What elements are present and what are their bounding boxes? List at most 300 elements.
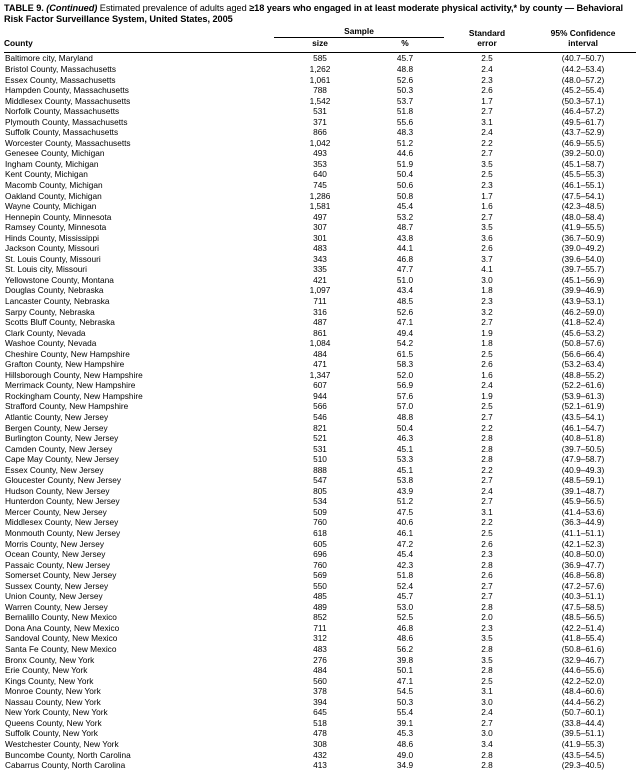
cell-county: Sandoval County, New Mexico: [5, 633, 118, 644]
cell-percent: 45.3: [396, 728, 414, 739]
cell-standard-error: 1.9: [481, 327, 493, 338]
cell-standard-error: 2.6: [481, 570, 493, 581]
cell-county: St. Louis County, Missouri: [5, 253, 101, 264]
cell-standard-error: 2.7: [481, 412, 493, 422]
cell-confidence-interval: (36.7–50.9): [561, 232, 605, 243]
cell-county: Cape May County, New Jersey: [5, 454, 119, 465]
cell-confidence-interval: (48.0–58.4): [561, 211, 605, 222]
table-row: [4, 718, 636, 729]
cell-sample-size: 378: [313, 686, 327, 697]
cell-confidence-interval: (47.2–57.6): [561, 580, 605, 591]
cell-standard-error: 2.7: [481, 580, 493, 591]
cell-percent: 51.9: [396, 158, 414, 169]
cell-sample-size: 343: [313, 253, 327, 264]
cell-standard-error: 2.2: [481, 464, 493, 475]
cell-county: Kings County, New York: [5, 675, 94, 686]
cell-confidence-interval: (45.1–58.7): [561, 158, 605, 169]
cell-confidence-interval: (36.3–44.9): [561, 517, 605, 528]
cell-sample-size: 531: [313, 106, 327, 117]
cell-standard-error: 2.7: [481, 211, 493, 222]
table-row: [4, 169, 636, 180]
cell-standard-error: 2.5: [481, 53, 493, 64]
cell-percent: 53.7: [396, 95, 414, 106]
cell-confidence-interval: (44.4–56.2): [561, 696, 605, 707]
cell-standard-error: 3.7: [481, 253, 493, 264]
cell-confidence-interval: (39.6–54.0): [561, 253, 605, 264]
cell-standard-error: 3.0: [481, 274, 493, 285]
table-row: [4, 676, 636, 687]
cell-standard-error: 2.5: [481, 169, 493, 180]
cell-county: Morris County, New Jersey: [5, 538, 104, 549]
table-title: [4, 3, 636, 25]
cell-standard-error: 4.1: [481, 264, 493, 275]
cell-standard-error: 2.5: [481, 401, 493, 412]
cell-county: Wayne County, Michigan: [5, 201, 97, 212]
cell-percent: 44.6: [396, 148, 414, 159]
cell-percent: 39.8: [396, 654, 414, 665]
header-ci-line1: 95% Confidence: [550, 28, 616, 39]
table-row: [4, 423, 636, 434]
cell-percent: 57.0: [396, 401, 414, 412]
cell-county: Atlantic County, New Jersey: [5, 412, 109, 422]
table-row: [4, 507, 636, 518]
table-row: [4, 275, 636, 286]
cell-percent: 52.6: [396, 306, 414, 317]
table-row: [4, 444, 636, 455]
cell-sample-size: 696: [313, 549, 327, 560]
cell-confidence-interval: (39.2–50.0): [561, 148, 605, 159]
cell-sample-size: 518: [313, 717, 327, 728]
cell-county: Hillsborough County, New Hampshire: [5, 369, 143, 380]
cell-standard-error: 2.5: [481, 675, 493, 686]
cell-percent: 48.6: [396, 738, 414, 749]
cell-confidence-interval: (48.5–56.5): [561, 612, 605, 623]
cell-percent: 49.4: [396, 327, 414, 338]
cell-sample-size: 335: [313, 264, 327, 275]
cell-sample-size: 888: [313, 464, 327, 475]
cell-standard-error: 1.8: [481, 338, 493, 349]
header-county: County: [4, 38, 33, 49]
table-title-text-before: Estimated prevalence of adults aged: [97, 3, 250, 13]
cell-sample-size: 497: [313, 211, 327, 222]
cell-county: Sarpy County, Nebraska: [5, 306, 95, 317]
cell-percent: 39.1: [396, 717, 414, 728]
cell-sample-size: 493: [313, 148, 327, 159]
cell-standard-error: 3.6: [481, 232, 493, 243]
cell-percent: 54.5: [396, 686, 414, 697]
cell-standard-error: 2.4: [481, 485, 493, 496]
cell-standard-error: 2.7: [481, 317, 493, 328]
cell-county: Camden County, New Jersey: [5, 443, 113, 454]
table-row: [4, 707, 636, 718]
cell-percent: 52.0: [396, 369, 414, 380]
cell-county: St. Louis city, Missouri: [5, 264, 87, 275]
table-row: [4, 96, 636, 107]
cell-confidence-interval: (33.8–44.4): [561, 717, 605, 728]
cell-sample-size: 1,262: [309, 63, 331, 74]
cell-county: Ramsey County, Minnesota: [5, 222, 107, 233]
cell-county: Suffolk County, Massachusetts: [5, 127, 119, 138]
cell-percent: 48.8: [396, 412, 414, 422]
cell-sample-size: 489: [313, 601, 327, 612]
cell-percent: 50.3: [396, 696, 414, 707]
cell-percent: 47.7: [396, 264, 414, 275]
table-row: [4, 602, 636, 613]
cell-standard-error: 2.3: [481, 74, 493, 85]
cell-confidence-interval: (39.7–50.5): [561, 443, 605, 454]
cell-standard-error: 2.6: [481, 538, 493, 549]
cell-standard-error: 2.7: [481, 591, 493, 602]
cell-percent: 53.8: [396, 475, 414, 486]
cell-standard-error: 1.6: [481, 369, 493, 380]
cell-sample-size: 805: [313, 485, 327, 496]
cell-confidence-interval: (47.9–58.7): [561, 454, 605, 465]
table-row: [4, 655, 636, 666]
cell-percent: 51.8: [396, 106, 414, 117]
cell-county: Buncombe County, North Carolina: [5, 749, 131, 760]
cell-confidence-interval: (46.4–57.2): [561, 106, 605, 117]
cell-confidence-interval: (46.1–54.7): [561, 422, 605, 433]
table-row: [4, 380, 636, 391]
cell-percent: 53.0: [396, 601, 414, 612]
table-row: [4, 728, 636, 739]
table-row: [4, 159, 636, 170]
table-row: [4, 697, 636, 708]
cell-standard-error: 2.8: [481, 760, 493, 771]
table-row: [4, 539, 636, 550]
cell-county: Bronx County, New York: [5, 654, 95, 665]
cell-standard-error: 2.7: [481, 475, 493, 486]
cell-standard-error: 3.1: [481, 506, 493, 517]
header-row-sub: [4, 38, 636, 50]
header-sample-size: size: [312, 38, 328, 49]
cell-confidence-interval: (46.8–56.8): [561, 570, 605, 581]
cell-standard-error: 2.2: [481, 517, 493, 528]
cell-sample-size: 307: [313, 222, 327, 233]
header-row-group: [4, 26, 636, 38]
cell-confidence-interval: (42.3–48.5): [561, 201, 605, 212]
cell-confidence-interval: (41.4–53.6): [561, 506, 605, 517]
cell-confidence-interval: (50.3–57.1): [561, 95, 605, 106]
table-row: [4, 433, 636, 444]
cell-sample-size: 485: [313, 591, 327, 602]
cell-county: Gloucester County, New Jersey: [5, 475, 122, 486]
cell-standard-error: 2.4: [481, 63, 493, 74]
cell-county: Kent County, Michigan: [5, 169, 88, 180]
prevalence-table: [4, 26, 636, 770]
cell-county: Mercer County, New Jersey: [5, 506, 107, 517]
cell-confidence-interval: (46.2–59.0): [561, 306, 605, 317]
cell-standard-error: 2.7: [481, 496, 493, 507]
cell-county: Bergen County, New Jersey: [5, 422, 108, 433]
cell-standard-error: 2.3: [481, 622, 493, 633]
cell-confidence-interval: (40.3–51.1): [561, 591, 605, 602]
cell-standard-error: 2.8: [481, 601, 493, 612]
table-row: [4, 106, 636, 117]
cell-percent: 50.3: [396, 85, 414, 96]
cell-confidence-interval: (39.0–49.2): [561, 243, 605, 254]
cell-county: Middlesex County, Massachusetts: [5, 95, 131, 106]
cell-standard-error: 1.6: [481, 201, 493, 212]
cell-county: Douglas County, Nebraska: [5, 285, 104, 296]
table-row: [4, 686, 636, 697]
cell-county: Ingham County, Michigan: [5, 158, 99, 169]
table-row: [4, 496, 636, 507]
cell-percent: 45.1: [396, 464, 414, 475]
table-row: [4, 75, 636, 86]
table-row: [4, 581, 636, 592]
cell-standard-error: 2.7: [481, 148, 493, 159]
table-row: [4, 201, 636, 212]
cell-sample-size: 484: [313, 348, 327, 359]
cell-percent: 50.4: [396, 422, 414, 433]
cell-percent: 56.2: [396, 644, 414, 655]
cell-sample-size: 1,097: [309, 285, 331, 296]
cell-percent: 45.4: [396, 549, 414, 560]
table-row: [4, 349, 636, 360]
table-row: [4, 296, 636, 307]
cell-sample-size: 316: [313, 306, 327, 317]
cell-county: New York County, New York: [5, 707, 108, 718]
cell-county: Lancaster County, Nebraska: [5, 295, 110, 306]
cell-standard-error: 2.3: [481, 549, 493, 560]
cell-sample-size: 394: [313, 696, 327, 707]
cell-standard-error: 3.1: [481, 686, 493, 697]
table-row: [4, 549, 636, 560]
table-row: [4, 465, 636, 476]
cell-sample-size: 760: [313, 517, 327, 528]
cell-standard-error: 2.8: [481, 644, 493, 655]
cell-sample-size: 1,347: [309, 369, 331, 380]
cell-sample-size: 432: [313, 749, 327, 760]
cell-standard-error: 1.8: [481, 285, 493, 296]
cell-sample-size: 861: [313, 327, 327, 338]
cell-percent: 56.9: [396, 380, 414, 391]
cell-county: Bernalillo County, New Mexico: [5, 612, 117, 623]
cell-confidence-interval: (49.5–61.7): [561, 116, 605, 127]
cell-percent: 42.3: [396, 559, 414, 570]
cell-percent: 47.1: [396, 675, 414, 686]
cell-percent: 48.5: [396, 295, 414, 306]
cell-confidence-interval: (43.5–54.1): [561, 412, 605, 422]
cell-sample-size: 866: [313, 127, 327, 138]
cell-confidence-interval: (36.9–47.7): [561, 559, 605, 570]
cell-county: Union County, New Jersey: [5, 591, 103, 602]
cell-confidence-interval: (45.1–56.9): [561, 274, 605, 285]
cell-county: Burlington County, New Jersey: [5, 433, 119, 444]
table-row: [4, 53, 636, 64]
cell-percent: 45.7: [396, 53, 414, 64]
cell-sample-size: 585: [313, 53, 327, 64]
header-spacer: [4, 26, 274, 38]
cell-percent: 50.6: [396, 179, 414, 190]
table-row: [4, 127, 636, 138]
cell-county: Essex County, New Jersey: [5, 464, 104, 475]
cell-percent: 51.2: [396, 496, 414, 507]
cell-confidence-interval: (40.9–49.3): [561, 464, 605, 475]
cell-standard-error: 2.2: [481, 422, 493, 433]
cell-sample-size: 487: [313, 317, 327, 328]
cell-sample-size: 605: [313, 538, 327, 549]
cell-sample-size: 483: [313, 644, 327, 655]
cell-county: Worcester County, Massachusetts: [5, 137, 131, 148]
cell-county: Suffolk County, New York: [5, 728, 98, 739]
cell-percent: 48.7: [396, 222, 414, 233]
cell-sample-size: 640: [313, 169, 327, 180]
cell-sample-size: 1,084: [309, 338, 331, 349]
cell-percent: 44.1: [396, 243, 414, 254]
cell-confidence-interval: (41.8–55.4): [561, 633, 605, 644]
table-header: [4, 26, 636, 53]
cell-sample-size: 483: [313, 243, 327, 254]
cell-percent: 57.6: [396, 390, 414, 401]
cell-county: Hampden County, Massachusetts: [5, 85, 129, 96]
header-standard-error-line1: Standard: [468, 28, 506, 39]
cell-confidence-interval: (45.5–55.3): [561, 169, 605, 180]
cell-county: Genesee County, Michigan: [5, 148, 105, 159]
cell-standard-error: 2.7: [481, 106, 493, 117]
cell-standard-error: 1.7: [481, 190, 493, 201]
table-continued-label: (Continued): [46, 3, 98, 13]
header-ci-line2: interval: [568, 38, 598, 49]
cell-county: Rockingham County, New Hampshire: [5, 390, 143, 401]
cell-percent: 43.4: [396, 285, 414, 296]
cell-percent: 47.5: [396, 506, 414, 517]
cell-percent: 46.1: [396, 528, 414, 539]
cell-sample-size: 1,286: [309, 190, 331, 201]
cell-percent: 43.9: [396, 485, 414, 496]
cell-county: Warren County, New Jersey: [5, 601, 108, 612]
table-row: [4, 644, 636, 655]
cell-county: Essex County, Massachusetts: [5, 74, 116, 85]
cell-standard-error: 2.4: [481, 707, 493, 718]
cell-county: Ocean County, New Jersey: [5, 549, 106, 560]
cell-percent: 58.3: [396, 359, 414, 370]
cell-confidence-interval: (45.2–55.4): [561, 85, 605, 96]
table-row: [4, 212, 636, 223]
cell-standard-error: 2.2: [481, 137, 493, 148]
cell-county: Monroe County, New York: [5, 686, 101, 697]
cell-sample-size: 413: [313, 760, 327, 771]
table-row: [4, 570, 636, 581]
table-row: [4, 307, 636, 318]
cell-standard-error: 2.6: [481, 243, 493, 254]
cell-confidence-interval: (41.9–55.3): [561, 738, 605, 749]
cell-sample-size: 521: [313, 433, 327, 444]
table-row: [4, 85, 636, 96]
cell-percent: 45.7: [396, 591, 414, 602]
cell-sample-size: 509: [313, 506, 327, 517]
table-row: [4, 264, 636, 275]
cell-standard-error: 2.5: [481, 348, 493, 359]
cell-standard-error: 2.8: [481, 665, 493, 676]
cell-sample-size: 531: [313, 443, 327, 454]
cell-standard-error: 2.6: [481, 85, 493, 96]
cell-sample-size: 618: [313, 528, 327, 539]
cell-percent: 45.4: [396, 201, 414, 212]
cell-confidence-interval: (47.5–54.1): [561, 190, 605, 201]
cell-percent: 50.8: [396, 190, 414, 201]
cell-sample-size: 534: [313, 496, 327, 507]
cell-percent: 51.0: [396, 274, 414, 285]
cell-sample-size: 1,581: [309, 201, 331, 212]
cell-sample-size: 353: [313, 158, 327, 169]
cell-percent: 48.8: [396, 63, 414, 74]
cell-confidence-interval: (50.8–61.6): [561, 644, 605, 655]
table-row: [4, 454, 636, 465]
cell-standard-error: 2.8: [481, 454, 493, 465]
table-number: TABLE 9.: [4, 3, 44, 13]
table-row: [4, 338, 636, 349]
cell-confidence-interval: (46.9–55.5): [561, 137, 605, 148]
cell-sample-size: 944: [313, 390, 327, 401]
cell-confidence-interval: (41.9–55.5): [561, 222, 605, 233]
cell-county: Passaic County, New Jersey: [5, 559, 110, 570]
cell-sample-size: 546: [313, 412, 327, 422]
cell-confidence-interval: (43.5–54.5): [561, 749, 605, 760]
cell-standard-error: 3.1: [481, 116, 493, 127]
table-row: [4, 148, 636, 159]
table-row: [4, 180, 636, 191]
header-percent: %: [401, 38, 409, 49]
cell-county: Plymouth County, Massachusetts: [5, 116, 128, 127]
table-row: [4, 486, 636, 497]
cell-county: Merrimack County, New Hampshire: [5, 380, 136, 391]
table-row: [4, 233, 636, 244]
cell-standard-error: 3.0: [481, 696, 493, 707]
cell-standard-error: 3.5: [481, 633, 493, 644]
cell-county: Erie County, New York: [5, 665, 88, 676]
cell-percent: 53.3: [396, 454, 414, 465]
cell-sample-size: 301: [313, 232, 327, 243]
cell-sample-size: 1,542: [309, 95, 331, 106]
cell-standard-error: 2.7: [481, 717, 493, 728]
cell-standard-error: 2.8: [481, 559, 493, 570]
cell-sample-size: 276: [313, 654, 327, 665]
table-row: [4, 328, 636, 339]
cell-county: Nassau County, New York: [5, 696, 101, 707]
cell-confidence-interval: (32.9–46.7): [561, 654, 605, 665]
cell-county: Hudson County, New Jersey: [5, 485, 110, 496]
table-row: [4, 517, 636, 528]
cell-confidence-interval: (39.5–51.1): [561, 728, 605, 739]
cell-county: Grafton County, New Hampshire: [5, 359, 125, 370]
cell-county: Clark County, Nevada: [5, 327, 86, 338]
cell-sample-size: 560: [313, 675, 327, 686]
cell-county: Strafford County, New Hampshire: [5, 401, 129, 412]
cell-confidence-interval: (40.8–50.0): [561, 549, 605, 560]
table-row: [4, 391, 636, 402]
cell-standard-error: 3.5: [481, 654, 493, 665]
cell-percent: 55.4: [396, 707, 414, 718]
cell-confidence-interval: (42.1–52.3): [561, 538, 605, 549]
table-row: [4, 750, 636, 761]
cell-sample-size: 371: [313, 116, 327, 127]
cell-confidence-interval: (41.8–52.4): [561, 317, 605, 328]
cell-sample-size: 745: [313, 179, 327, 190]
cell-percent: 46.3: [396, 433, 414, 444]
cell-confidence-interval: (40.8–51.8): [561, 433, 605, 444]
table-title-text-main: ≥18 years who engaged in at least moderate physical activity,* by county — Behavioral Risk Factor Surveillance System, United States, 2005: [4, 3, 624, 25]
cell-sample-size: 478: [313, 728, 327, 739]
cell-standard-error: 2.6: [481, 359, 493, 370]
cell-standard-error: 1.7: [481, 95, 493, 106]
cell-percent: 61.5: [396, 348, 414, 359]
cell-sample-size: 852: [313, 612, 327, 623]
cell-county: Hinds County, Mississippi: [5, 232, 99, 243]
cell-county: Middlesex County, New Jersey: [5, 517, 119, 528]
cell-percent: 48.3: [396, 127, 414, 138]
